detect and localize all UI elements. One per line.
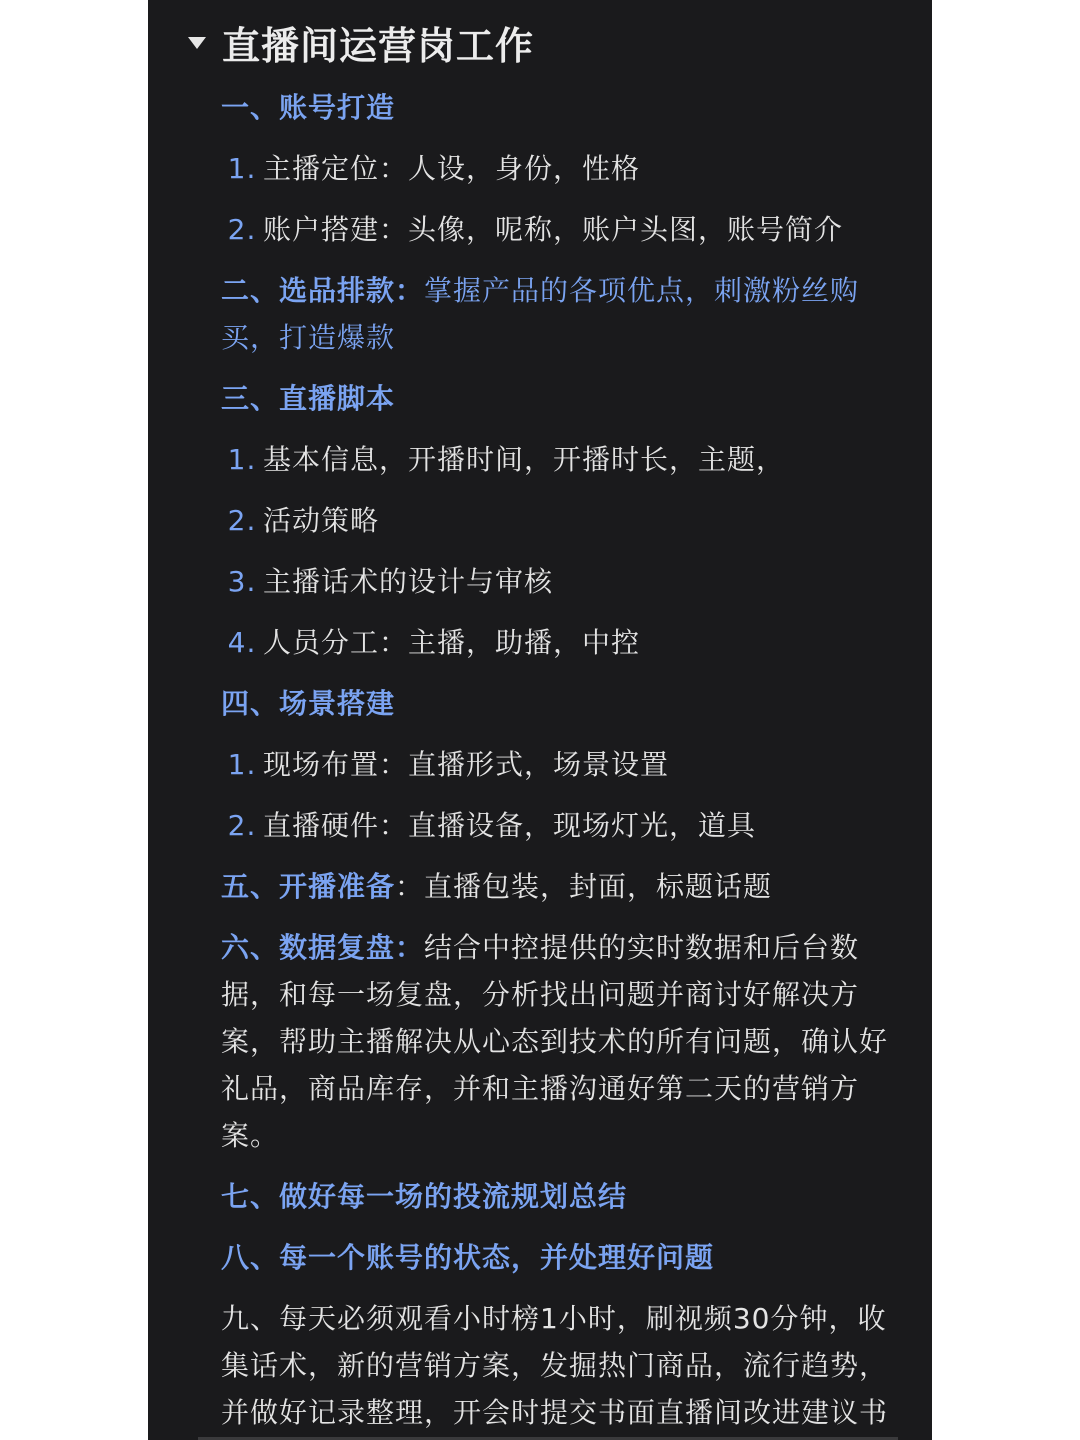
section-heading-scene: 四、场景搭建 — [221, 687, 396, 720]
section-text: 结合中控提供的实时数据和后台数 — [424, 931, 860, 964]
list-number: 1. — [227, 152, 257, 185]
list-item-text: 主播定位：人设，身份，性格 — [263, 152, 641, 185]
section-text: 案。 — [221, 1119, 280, 1152]
section-text: 掌握产品的各项优点，刺激粉丝购 — [424, 274, 860, 307]
section-heading-prep: 五、开播准备 — [221, 870, 396, 903]
section-heading-account-status: 八、每一个账号的状态，并处理好问题 — [221, 1241, 715, 1274]
section-text: 集话术，新的营销方案，发掘热门商品，流行趋势， — [221, 1349, 889, 1382]
toggle-content — [221, 84, 901, 1436]
triangle-down-icon[interactable] — [188, 37, 206, 49]
list-number: 1. — [227, 443, 257, 476]
list-item-text: 账户搭建：头像，呢称，账户头图，账号简介 — [263, 213, 844, 246]
list-item-text: 活动策略 — [263, 504, 380, 537]
section-text: 据，和每一场复盘，分析找出问题并商讨好解决方 — [221, 978, 860, 1011]
section-text: 买，打造爆款 — [221, 321, 396, 354]
list-item — [221, 558, 901, 605]
list-number: 1. — [227, 748, 257, 781]
section-heading-traffic: 七、做好每一场的投流规划总结 — [221, 1180, 628, 1213]
section-heading-script: 三、直播脚本 — [221, 382, 396, 415]
section-daily-tasks — [221, 1295, 901, 1436]
list-item — [221, 802, 901, 849]
section-text: 并做好记录整理，开会时提交书面直播间改进建议书 — [221, 1396, 889, 1429]
list-item — [221, 436, 901, 483]
list-item-text: 主播话术的设计与审核 — [263, 565, 554, 598]
section-broadcast-prep — [221, 863, 901, 910]
list-number: 2. — [227, 504, 257, 537]
toggle-block-header[interactable] — [188, 14, 534, 70]
section-product-selection — [221, 267, 901, 361]
list-number: 4. — [227, 626, 257, 659]
section-heading-product: 二、选品排款： — [221, 274, 425, 307]
list-item — [221, 741, 901, 788]
section-data-review — [221, 924, 901, 1159]
section-text: 九、每天必须观看小时榜1小时，刷视频30分钟，收 — [221, 1302, 887, 1335]
list-item — [221, 206, 901, 253]
list-number: 2. — [227, 809, 257, 842]
page-title: 直播间运营岗工作 — [222, 23, 535, 68]
list-item-text: 人员分工：主播，助播，中控 — [263, 626, 641, 659]
list-number: 2. — [227, 213, 257, 246]
list-item-text: 直播硬件：直播设备，现场灯光，道具 — [263, 809, 757, 842]
section-text: ：直播包装，封面，标题话题 — [395, 870, 773, 903]
section-text: 礼品，商品库存，并和主播沟通好第二天的营销方 — [221, 1072, 860, 1105]
list-item — [221, 619, 901, 666]
list-number: 3. — [227, 565, 257, 598]
list-item-text: 现场布置：直播形式，场景设置 — [263, 748, 670, 781]
section-heading-account: 一、账号打造 — [221, 91, 396, 124]
list-item — [221, 497, 901, 544]
list-item-text: 基本信息，开播时间，开播时长，主题， — [263, 443, 786, 476]
section-text: 案，帮助主播解决从心态到技术的所有问题，确认好 — [221, 1025, 889, 1058]
notes-panel — [148, 0, 932, 1440]
section-heading-data: 六、数据复盘： — [221, 931, 425, 964]
list-item — [221, 145, 901, 192]
